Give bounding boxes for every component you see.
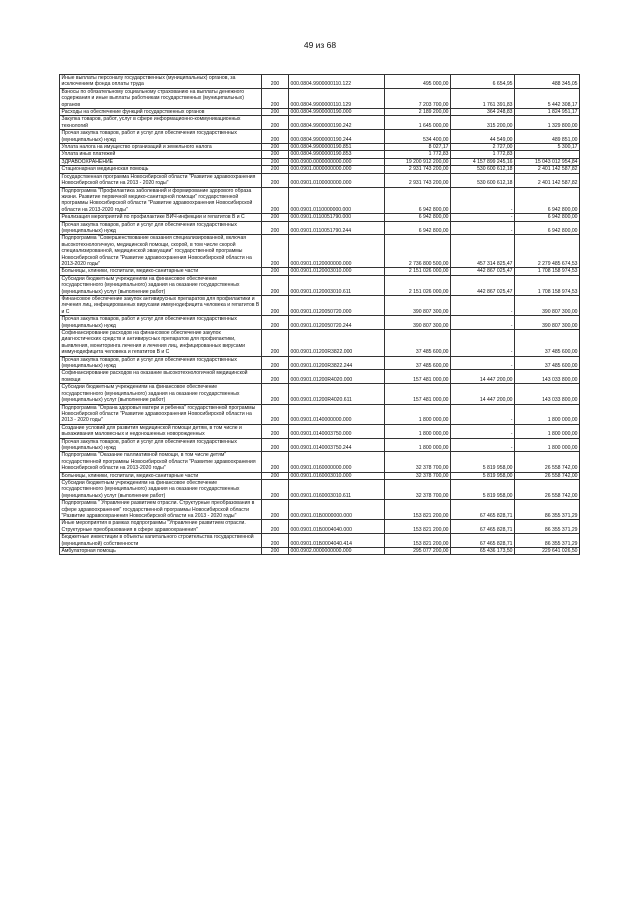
table-row bbox=[60, 424, 580, 438]
row-kbk-cell: 000.0804.9900000190.000 bbox=[289, 109, 385, 116]
row-code-cell: 200 bbox=[262, 384, 289, 404]
row-remaining-cell: 1 824 951,17 bbox=[515, 109, 580, 116]
row-executed-cell: 67 465 828,71 bbox=[451, 534, 515, 548]
table-row bbox=[60, 356, 580, 370]
row-code-cell: 200 bbox=[262, 268, 289, 275]
row-remaining-cell: 26 558 742,00 bbox=[515, 479, 580, 499]
row-approved-cell: 1 645 000,00 bbox=[385, 116, 451, 130]
row-kbk-cell: 000.0804.9900000190.244 bbox=[289, 130, 385, 144]
table-row bbox=[60, 438, 580, 452]
row-approved-cell: 153 821 200,00 bbox=[385, 500, 451, 520]
row-code-cell: 200 bbox=[262, 130, 289, 144]
row-executed-cell: 442 867 025,47 bbox=[451, 268, 515, 275]
row-executed-cell: 315 200,00 bbox=[451, 116, 515, 130]
row-executed-cell: - bbox=[451, 424, 515, 438]
table-row bbox=[60, 130, 580, 144]
row-executed-cell: 44 549,00 bbox=[451, 130, 515, 144]
table-row bbox=[60, 275, 580, 295]
row-remaining-cell: 37 485 600,00 bbox=[515, 356, 580, 370]
row-approved-cell: 37 485 600,00 bbox=[385, 356, 451, 370]
row-code-cell: 200 bbox=[262, 151, 289, 158]
row-approved-cell: 32 378 700,00 bbox=[385, 479, 451, 499]
row-kbk-cell: 000.0900.0000000000.000 bbox=[289, 158, 385, 165]
row-executed-cell: 1 761 391,83 bbox=[451, 88, 515, 108]
row-approved-cell: 2 151 026 000,00 bbox=[385, 268, 451, 275]
row-remaining-cell: 2 279 485 674,53 bbox=[515, 235, 580, 268]
row-code-cell: 200 bbox=[262, 548, 289, 555]
row-approved-cell: 2 151 026 000,00 bbox=[385, 275, 451, 295]
page-number: 49 из 68 bbox=[303, 40, 337, 50]
row-kbk-cell: 000.0901.0120003010.611 bbox=[289, 275, 385, 295]
row-name-cell: Финансовое обеспечение закупок антивирусных препаратов для профилактики и лечения лиц, инфицированных вирусами иммунодефицита человека и гепатитов В и С bbox=[60, 296, 262, 316]
row-name-cell: Взносы по обязательному социальному страхованию на выплаты денежного содержания и иные выплаты работникам государственных (муниципальных) органов bbox=[60, 88, 262, 108]
row-name-cell: Бюджетные инвестиции в объекты капитального строительства государственной (муниципальной) собственности bbox=[60, 534, 262, 548]
table-row bbox=[60, 158, 580, 165]
row-executed-cell: - bbox=[451, 356, 515, 370]
row-approved-cell: 2 931 743 200,00 bbox=[385, 166, 451, 173]
row-approved-cell: 6 942 800,00 bbox=[385, 221, 451, 235]
row-kbk-cell: 000.0804.9900000190.853 bbox=[289, 151, 385, 158]
row-code-cell: 200 bbox=[262, 235, 289, 268]
table-row bbox=[60, 472, 580, 479]
row-kbk-cell: 000.0901.0110000000.000 bbox=[289, 187, 385, 214]
row-approved-cell: 8 027,17 bbox=[385, 144, 451, 151]
row-kbk-cell: 000.0901.0160003010.000 bbox=[289, 472, 385, 479]
row-approved-cell: 6 942 800,00 bbox=[385, 214, 451, 221]
row-code-cell: 200 bbox=[262, 500, 289, 520]
row-name-cell: Иные мероприятия в рамках подпрограммы "Управление развитием отрасли. Структурные преобразования в сфере здравоохранения" bbox=[60, 520, 262, 534]
table-row bbox=[60, 75, 580, 89]
budget-table bbox=[59, 74, 580, 555]
row-approved-cell: 32 378 700,00 bbox=[385, 472, 451, 479]
row-code-cell: 200 bbox=[262, 187, 289, 214]
row-remaining-cell: 488 345,05 bbox=[515, 75, 580, 89]
row-kbk-cell: 000.0901.0140000000.000 bbox=[289, 404, 385, 424]
row-remaining-cell: 489 851,00 bbox=[515, 130, 580, 144]
row-executed-cell: 14 447 200,00 bbox=[451, 384, 515, 404]
row-executed-cell: 65 436 173,50 bbox=[451, 548, 515, 555]
row-approved-cell: 295 077 200,00 bbox=[385, 548, 451, 555]
row-code-cell: 200 bbox=[262, 404, 289, 424]
row-name-cell: Уплата иных платежей bbox=[60, 151, 262, 158]
row-kbk-cell: 000.0901.0120000000.000 bbox=[289, 235, 385, 268]
row-code-cell: 200 bbox=[262, 275, 289, 295]
row-name-cell: Реализация мероприятий по профилактике ВИЧ-инфекции и гепатитов В и С bbox=[60, 214, 262, 221]
row-remaining-cell: 229 641 026,50 bbox=[515, 548, 580, 555]
row-name-cell: Подпрограмма "Совершенствование оказания специализированной, включая высокотехнологичную, медицинской помощи, скорой, в том числе скорой специализированной, медицинской эвакуации" государственной программы Новосибирской области "Развитие здравоохранения Новосибирской области на 2013-2020 годы" bbox=[60, 235, 262, 268]
row-approved-cell: 1 800 000,00 bbox=[385, 438, 451, 452]
row-name-cell: Подпрограмма "Охрана здоровья матери и ребенка" государственной программы Новосибирской области "Развитие здравоохранения Новосибирской области на 2013 - 2020 годы" bbox=[60, 404, 262, 424]
row-approved-cell: 6 942 800,00 bbox=[385, 187, 451, 214]
table-row bbox=[60, 221, 580, 235]
row-executed-cell: - bbox=[451, 330, 515, 357]
row-code-cell: 200 bbox=[262, 214, 289, 221]
row-code-cell: 200 bbox=[262, 424, 289, 438]
row-approved-cell: 534 400,00 bbox=[385, 130, 451, 144]
row-name-cell: Субсидии бюджетным учреждениям на финансовое обеспечение государственного (муниципального) задания на оказание государственных (муниципальных) услуг (выполнение работ) bbox=[60, 384, 262, 404]
table-row bbox=[60, 384, 580, 404]
row-name-cell: Субсидии бюджетным учреждениям на финансовое обеспечение государственного (муниципального) задания на оказание государственных (муниципальных) услуг (выполнение работ) bbox=[60, 479, 262, 499]
row-remaining-cell: 26 558 742,00 bbox=[515, 452, 580, 472]
row-kbk-cell: 000.0901.01Б0004040.000 bbox=[289, 520, 385, 534]
table-row bbox=[60, 452, 580, 472]
row-approved-cell: 2 189 200,00 bbox=[385, 109, 451, 116]
row-kbk-cell: 000.0901.0120050720.000 bbox=[289, 296, 385, 316]
row-kbk-cell: 000.0901.01200R4020.611 bbox=[289, 384, 385, 404]
table-row bbox=[60, 520, 580, 534]
row-kbk-cell: 000.0901.0110051790.244 bbox=[289, 221, 385, 235]
table-row bbox=[60, 534, 580, 548]
row-remaining-cell: 143 033 800,00 bbox=[515, 384, 580, 404]
table-row bbox=[60, 500, 580, 520]
row-executed-cell: 442 867 025,47 bbox=[451, 275, 515, 295]
row-remaining-cell: 143 033 800,00 bbox=[515, 370, 580, 384]
row-approved-cell: 32 378 700,00 bbox=[385, 452, 451, 472]
row-code-cell: 200 bbox=[262, 173, 289, 187]
row-executed-cell: - bbox=[451, 404, 515, 424]
row-executed-cell: 530 600 612,18 bbox=[451, 173, 515, 187]
row-kbk-cell: 000.0901.0160000000.000 bbox=[289, 452, 385, 472]
row-kbk-cell: 000.0901.01Б0000000.000 bbox=[289, 500, 385, 520]
row-kbk-cell: 000.0804.9900000190.851 bbox=[289, 144, 385, 151]
row-approved-cell: 37 485 600,00 bbox=[385, 330, 451, 357]
row-remaining-cell: 2 401 142 587,82 bbox=[515, 173, 580, 187]
row-name-cell: ЗДРАВООХРАНЕНИЕ bbox=[60, 158, 262, 165]
row-kbk-cell: 000.0901.01Б0004040.414 bbox=[289, 534, 385, 548]
row-executed-cell: 67 465 828,71 bbox=[451, 500, 515, 520]
row-name-cell: Софинансирование расходов на оказание высокотехнологичной медицинской помощи bbox=[60, 370, 262, 384]
row-approved-cell: 1 772,83 bbox=[385, 151, 451, 158]
row-executed-cell: 6 654,95 bbox=[451, 75, 515, 89]
row-remaining-cell: 15 043 012 954,84 bbox=[515, 158, 580, 165]
row-name-cell: Подпрограмма "Оказание паллиативной помощи, в том числе детям" государственной программы Новосибирской области "Развитие здравоохранения Новосибирской области на 2013-2020 годы" bbox=[60, 452, 262, 472]
row-name-cell: Создание условий для развития медицинской помощи детям, в том числе и выхаживания маловесных и недоношенных новорожденных bbox=[60, 424, 262, 438]
row-code-cell: 200 bbox=[262, 520, 289, 534]
row-code-cell: 200 bbox=[262, 330, 289, 357]
row-executed-cell: - bbox=[451, 438, 515, 452]
row-remaining-cell bbox=[515, 151, 580, 158]
row-remaining-cell: 1 800 000,00 bbox=[515, 404, 580, 424]
table-row bbox=[60, 109, 580, 116]
row-remaining-cell: 1 800 000,00 bbox=[515, 424, 580, 438]
row-executed-cell: - bbox=[451, 296, 515, 316]
table-row bbox=[60, 116, 580, 130]
row-remaining-cell: 86 355 371,29 bbox=[515, 500, 580, 520]
row-code-cell: 200 bbox=[262, 370, 289, 384]
row-executed-cell: 5 819 958,00 bbox=[451, 452, 515, 472]
row-approved-cell: 157 481 000,00 bbox=[385, 384, 451, 404]
row-kbk-cell: 000.0902.0000000000.000 bbox=[289, 548, 385, 555]
row-remaining-cell: 390 807 300,00 bbox=[515, 316, 580, 330]
row-executed-cell: 5 819 958,00 bbox=[451, 479, 515, 499]
row-approved-cell: 157 481 000,00 bbox=[385, 370, 451, 384]
row-code-cell: 200 bbox=[262, 158, 289, 165]
row-approved-cell: 1 800 000,00 bbox=[385, 404, 451, 424]
row-code-cell: 200 bbox=[262, 316, 289, 330]
table-row bbox=[60, 235, 580, 268]
row-kbk-cell: 000.0901.0120050720.244 bbox=[289, 316, 385, 330]
row-name-cell: Прочая закупка товаров, работ и услуг для обеспечения государственных (муниципальных) нужд bbox=[60, 356, 262, 370]
row-remaining-cell: 5 442 308,17 bbox=[515, 88, 580, 108]
row-kbk-cell: 000.0901.0110051790.000 bbox=[289, 214, 385, 221]
table-row bbox=[60, 151, 580, 158]
table-row bbox=[60, 187, 580, 214]
row-executed-cell: 5 819 958,00 bbox=[451, 472, 515, 479]
row-name-cell: Софинансирование расходов на финансовое обеспечение закупок диагностических средств и антивирусных препаратов для профилактики, выявления, мониторинга лечения и лечения лиц, инфицированных вирусами иммунодефицита человека и гепатитов В и С bbox=[60, 330, 262, 357]
row-executed-cell: - bbox=[451, 214, 515, 221]
row-name-cell: Стационарная медицинская помощь bbox=[60, 166, 262, 173]
table-row bbox=[60, 173, 580, 187]
row-kbk-cell: 000.0901.0160003010.611 bbox=[289, 479, 385, 499]
row-remaining-cell: 86 355 371,29 bbox=[515, 520, 580, 534]
table-row bbox=[60, 214, 580, 221]
table-row bbox=[60, 268, 580, 275]
row-kbk-cell: 000.0804.9900000190.242 bbox=[289, 116, 385, 130]
row-code-cell: 200 bbox=[262, 356, 289, 370]
table-row bbox=[60, 330, 580, 357]
row-executed-cell: - bbox=[451, 221, 515, 235]
row-code-cell: 200 bbox=[262, 109, 289, 116]
row-kbk-cell: 000.0804.9900000110.122 bbox=[289, 75, 385, 89]
row-executed-cell: 530 600 612,18 bbox=[451, 166, 515, 173]
row-kbk-cell: 000.0901.0140003750.244 bbox=[289, 438, 385, 452]
row-approved-cell: 2 931 743 200,00 bbox=[385, 173, 451, 187]
row-code-cell: 200 bbox=[262, 438, 289, 452]
row-approved-cell: 1 800 000,00 bbox=[385, 424, 451, 438]
row-name-cell: Амбулаторная помощь bbox=[60, 548, 262, 555]
table-row bbox=[60, 316, 580, 330]
row-name-cell: Прочая закупка товаров, работ и услуг для обеспечения государственных (муниципальных) нужд bbox=[60, 130, 262, 144]
row-approved-cell: 153 821 200,00 bbox=[385, 534, 451, 548]
row-kbk-cell: 000.0901.01200R4020.000 bbox=[289, 370, 385, 384]
row-code-cell: 200 bbox=[262, 221, 289, 235]
table-row bbox=[60, 144, 580, 151]
row-executed-cell: 67 465 828,71 bbox=[451, 520, 515, 534]
row-name-cell: Прочая закупка товаров, работ и услуг для обеспечения государственных (муниципальных) нужд bbox=[60, 438, 262, 452]
row-name-cell: Уплата налога на имущество организаций и земельного налога bbox=[60, 144, 262, 151]
row-code-cell: 200 bbox=[262, 166, 289, 173]
row-executed-cell: - bbox=[451, 187, 515, 214]
row-approved-cell: 390 807 300,00 bbox=[385, 316, 451, 330]
row-code-cell: 200 bbox=[262, 75, 289, 89]
table-row bbox=[60, 548, 580, 555]
table-row bbox=[60, 479, 580, 499]
row-remaining-cell: 5 300,17 bbox=[515, 144, 580, 151]
table-row bbox=[60, 370, 580, 384]
row-kbk-cell: 000.0901.01200R3822.000 bbox=[289, 330, 385, 357]
row-remaining-cell: 6 942 800,00 bbox=[515, 221, 580, 235]
row-name-cell: Больницы, клиники, госпитали, медико-санитарные части bbox=[60, 268, 262, 275]
row-executed-cell: 14 447 200,00 bbox=[451, 370, 515, 384]
table-row bbox=[60, 166, 580, 173]
row-code-cell: 200 bbox=[262, 296, 289, 316]
row-kbk-cell: 000.0901.0120003010.000 bbox=[289, 268, 385, 275]
row-remaining-cell: 37 485 600,00 bbox=[515, 330, 580, 357]
row-code-cell: 200 bbox=[262, 452, 289, 472]
row-kbk-cell: 000.0901.0000000000.000 bbox=[289, 166, 385, 173]
row-name-cell: Прочая закупка товаров, работ и услуг для обеспечения государственных (муниципальных) нужд bbox=[60, 221, 262, 235]
row-remaining-cell: 6 942 800,00 bbox=[515, 214, 580, 221]
row-remaining-cell: 1 708 158 974,53 bbox=[515, 268, 580, 275]
row-approved-cell: 495 000,00 bbox=[385, 75, 451, 89]
row-kbk-cell: 000.0804.9900000110.129 bbox=[289, 88, 385, 108]
row-code-cell: 200 bbox=[262, 116, 289, 130]
row-remaining-cell: 2 401 142 587,82 bbox=[515, 166, 580, 173]
row-name-cell: Закупка товаров, работ, услуг в сфере информационно-коммуникационных технологий bbox=[60, 116, 262, 130]
row-code-cell: 200 bbox=[262, 479, 289, 499]
row-code-cell: 200 bbox=[262, 472, 289, 479]
table-row bbox=[60, 88, 580, 108]
row-code-cell: 200 bbox=[262, 144, 289, 151]
row-name-cell: Прочая закупка товаров, работ и услуг для обеспечения государственных (муниципальных) нужд bbox=[60, 316, 262, 330]
row-remaining-cell: 26 558 742,00 bbox=[515, 472, 580, 479]
row-remaining-cell: 86 355 371,29 bbox=[515, 534, 580, 548]
row-executed-cell: 457 314 825,47 bbox=[451, 235, 515, 268]
row-approved-cell: 390 807 300,00 bbox=[385, 296, 451, 316]
table-row bbox=[60, 296, 580, 316]
row-approved-cell: 19 200 912 200,00 bbox=[385, 158, 451, 165]
row-executed-cell: 4 157 899 245,16 bbox=[451, 158, 515, 165]
row-executed-cell: - bbox=[451, 316, 515, 330]
row-name-cell: Расходы на обеспечение функций государственных органов bbox=[60, 109, 262, 116]
row-name-cell: Подпрограмма "Профилактика заболеваний и формирование здорового образа жизни. Развитие первичной медико-санитарной помощи" государственной программы Новосибирской области "Развитие здравоохранения Новосибирской области на 2013-2020 годы" bbox=[60, 187, 262, 214]
row-kbk-cell: 000.0901.0140003750.000 bbox=[289, 424, 385, 438]
row-kbk-cell: 000.0901.01200R3822.244 bbox=[289, 356, 385, 370]
row-executed-cell: 1 772,83 bbox=[451, 151, 515, 158]
row-remaining-cell: 1 708 158 974,53 bbox=[515, 275, 580, 295]
row-approved-cell: 153 821 200,00 bbox=[385, 520, 451, 534]
table-row bbox=[60, 404, 580, 424]
row-remaining-cell: 6 942 800,00 bbox=[515, 187, 580, 214]
row-name-cell: Государственная программа Новосибирской области "Развитие здравоохранения Новосибирской области на 2013 - 2020 годы" bbox=[60, 173, 262, 187]
row-executed-cell: 364 248,83 bbox=[451, 109, 515, 116]
row-remaining-cell: 1 329 800,00 bbox=[515, 116, 580, 130]
row-executed-cell: 2 727,00 bbox=[451, 144, 515, 151]
row-name-cell: Субсидии бюджетным учреждениям на финансовое обеспечение государственного (муниципального) задания на оказание государственных (муниципальных) услуг (выполнение работ) bbox=[60, 275, 262, 295]
row-name-cell: Больницы, клиники, госпитали, медико-санитарные части bbox=[60, 472, 262, 479]
row-remaining-cell: 390 807 300,00 bbox=[515, 296, 580, 316]
row-code-cell: 200 bbox=[262, 534, 289, 548]
row-approved-cell: 7 203 700,00 bbox=[385, 88, 451, 108]
row-kbk-cell: 000.0901.0100000000.000 bbox=[289, 173, 385, 187]
row-code-cell: 200 bbox=[262, 88, 289, 108]
row-remaining-cell: 1 800 000,00 bbox=[515, 438, 580, 452]
row-name-cell: Подпрограмма " Управление развитием отрасли. Структурные преобразования в сфере здравоохранения" государственной программы Новосибирской области "Развитие здравоохранения Новосибирской области на 2013 - 2020 годы" bbox=[60, 500, 262, 520]
row-name-cell: Иные выплаты персоналу государственных (муниципальных) органов, за исключением фонда оплаты труда bbox=[60, 75, 262, 89]
row-approved-cell: 2 736 800 500,00 bbox=[385, 235, 451, 268]
